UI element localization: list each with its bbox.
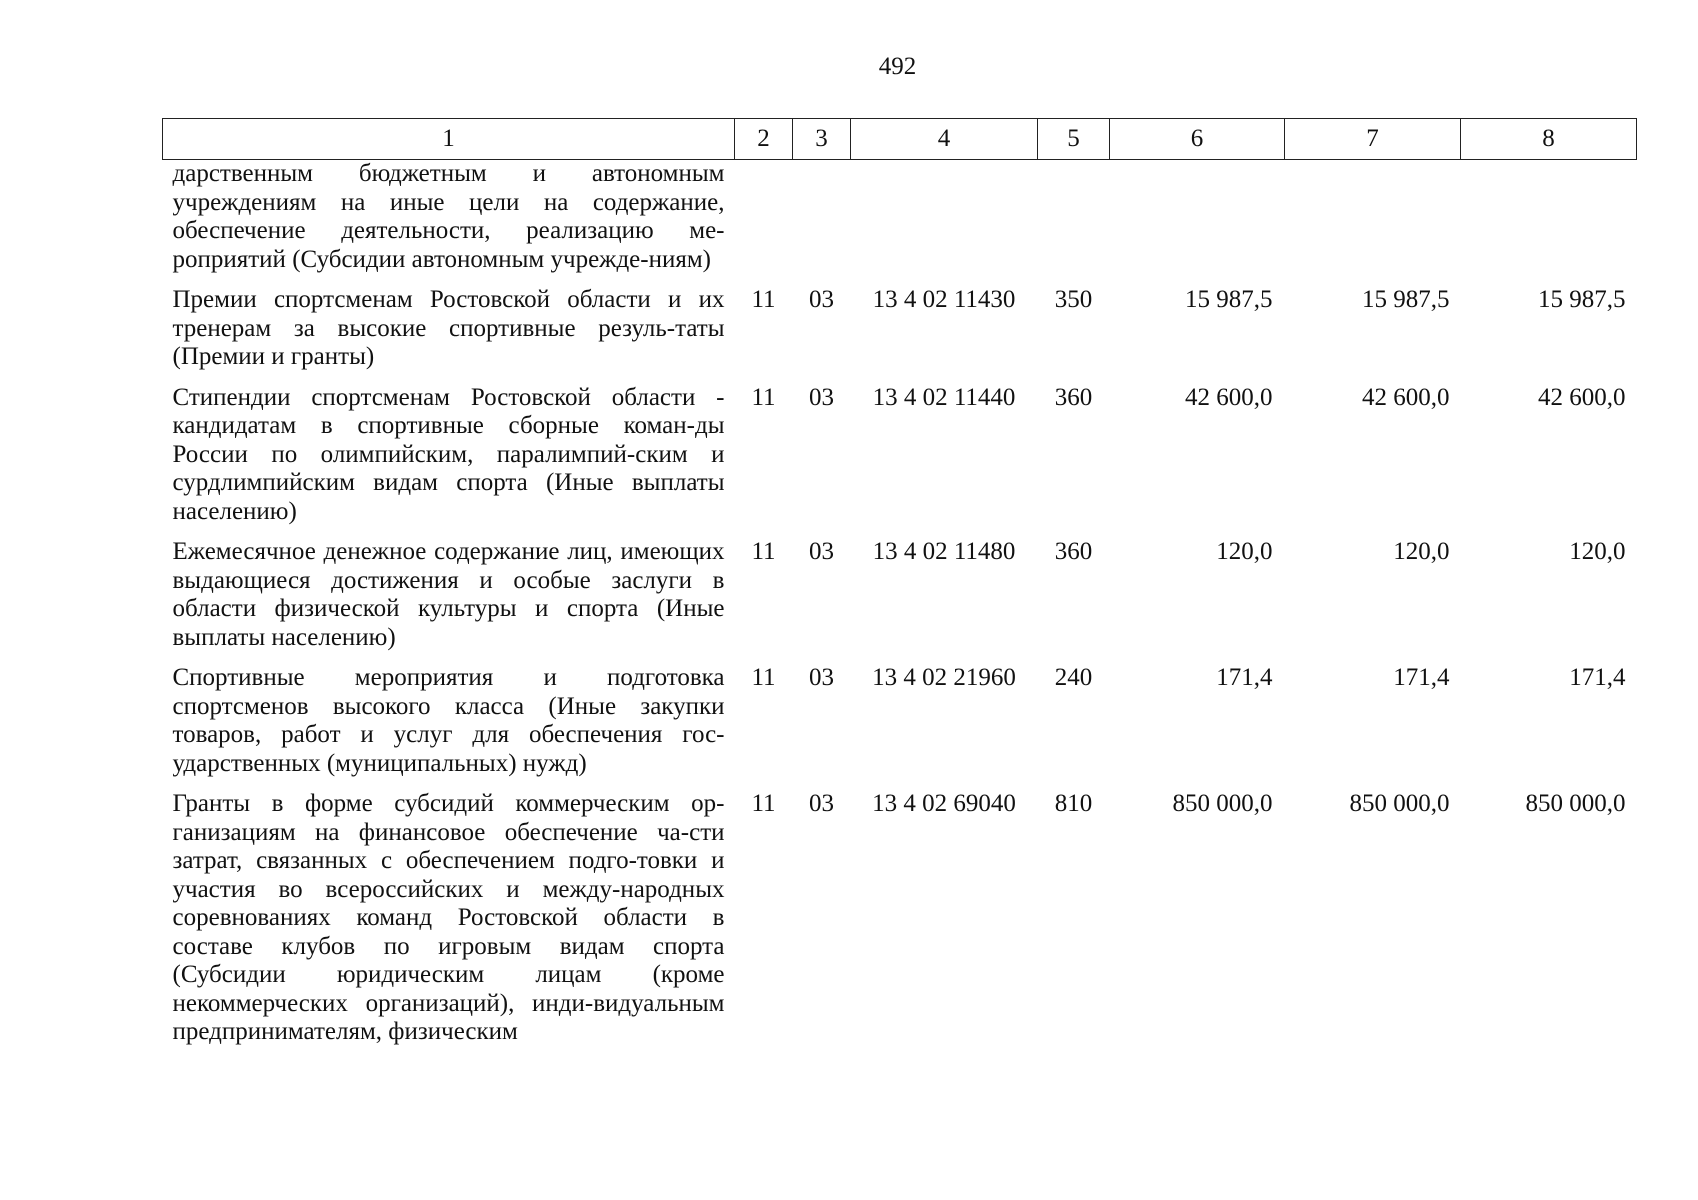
row-expense-type: 810: [1054, 790, 1093, 817]
row-subsection: 03: [809, 286, 834, 313]
table-row: [163, 160, 1637, 287]
table-row: [163, 538, 1637, 664]
row-target-article: 13 4 02 69040: [872, 790, 1016, 817]
row-description: Ежемесячное денежное содержание лиц, имеющих выдающиеся достижения и особые заслуги в области физической культуры и спорта (Иные выплаты населению): [172, 538, 725, 651]
row-section: 11: [751, 538, 776, 565]
row-target-article: 13 4 02 11430: [872, 286, 1016, 313]
table-row: [163, 664, 1637, 790]
header-col-6: 6: [1110, 119, 1285, 160]
row-subsection: 03: [809, 538, 834, 565]
row-target-article: 13 4 02 21960: [872, 664, 1016, 691]
row-expense-type: 360: [1054, 383, 1093, 411]
header-col-5: 5: [1038, 119, 1110, 160]
row-amount-col-8: [1461, 160, 1637, 287]
row-amount-col-8: 42 600,0: [1538, 383, 1626, 411]
row-subsection: 03: [809, 383, 834, 411]
row-section: 11: [751, 664, 776, 691]
header-col-3: 3: [793, 119, 851, 160]
table-row: [163, 384, 1637, 539]
row-expense-type: 240: [1054, 664, 1093, 691]
row-amount-col-7: 120,0: [1393, 538, 1450, 565]
row-description: Премии спортсменам Ростовской области и их тренерам за высокие спортивные резуль-таты (Премии и гранты): [172, 286, 725, 370]
row-amount-col-6: 42 600,0: [1185, 383, 1273, 411]
row-amount-col-7: 171,4: [1393, 664, 1450, 691]
row-expense-type: 350: [1054, 286, 1093, 313]
row-amount-col-7: 15 987,5: [1362, 286, 1450, 313]
header-col-2: 2: [735, 119, 793, 160]
row-target-article: 13 4 02 11440: [872, 383, 1016, 411]
row-amount-col-6: [1110, 160, 1285, 287]
header-col-8: 8: [1461, 119, 1637, 160]
row-description: Стипендии спортсменам Ростовской области - кандидатам в спортивные сборные коман-ды России по олимпийским, паралимпий-ским и сурдлимпийским видам спорта (Иные выплаты населению): [172, 383, 725, 525]
row-subsection: 03: [809, 790, 834, 817]
row-section: [735, 160, 793, 287]
budget-table: [162, 118, 1637, 1059]
row-amount-col-7: [1285, 160, 1461, 287]
row-amount-col-7: 850 000,0: [1349, 790, 1450, 817]
row-description: дарственным бюджетным и автономным учреждениям на иные цели на содержание, обеспечение деятельности, реализацию ме-роприятий (Субсидии автономным учрежде-ниям): [172, 160, 725, 273]
row-expense-type: 360: [1054, 538, 1093, 565]
table-body: [163, 160, 1637, 1059]
row-amount-col-8: 120,0: [1569, 538, 1626, 565]
header-col-4: 4: [851, 119, 1038, 160]
page-number: 492: [878, 53, 917, 80]
row-description: Гранты в форме субсидий коммерческим ор-ганизациям на финансовое обеспечение ча-сти затрат, связанных с обеспечением подго-товки и участия во всероссийских и между-народных соревнованиях команд Ростовской области в составе клубов по игровым видам спорта (Субсидии юридическим лицам (кроме некоммерческих организаций), инди-видуальным предпринимателям, физическим: [172, 790, 725, 1045]
row-target-article: 13 4 02 11480: [872, 538, 1016, 565]
header-col-1: 1: [163, 119, 735, 160]
row-amount-col-6: 171,4: [1216, 664, 1273, 691]
row-description: Спортивные мероприятия и подготовка спортсменов высокого класса (Иные закупки товаров, работ и услуг для обеспечения гос-ударственных (муниципальных) нужд): [172, 664, 725, 777]
row-expense-type: [1038, 160, 1110, 287]
row-subsection: 03: [809, 664, 834, 691]
header-row: [163, 119, 1637, 160]
table-row: [163, 790, 1637, 1059]
row-subsection: [793, 160, 851, 287]
row-target-article: [851, 160, 1038, 287]
table-row: [163, 286, 1637, 384]
row-section: 11: [751, 383, 776, 411]
table-header: [163, 119, 1637, 160]
row-amount-col-8: 850 000,0: [1525, 790, 1626, 817]
row-section: 11: [751, 790, 776, 817]
header-col-7: 7: [1285, 119, 1461, 160]
row-amount-col-6: 120,0: [1216, 538, 1273, 565]
row-amount-col-6: 15 987,5: [1185, 286, 1273, 313]
row-amount-col-8: 171,4: [1569, 664, 1626, 691]
row-amount-col-7: 42 600,0: [1362, 383, 1450, 411]
row-amount-col-8: 15 987,5: [1538, 286, 1626, 313]
row-section: 11: [751, 286, 776, 313]
row-amount-col-6: 850 000,0: [1172, 790, 1273, 817]
